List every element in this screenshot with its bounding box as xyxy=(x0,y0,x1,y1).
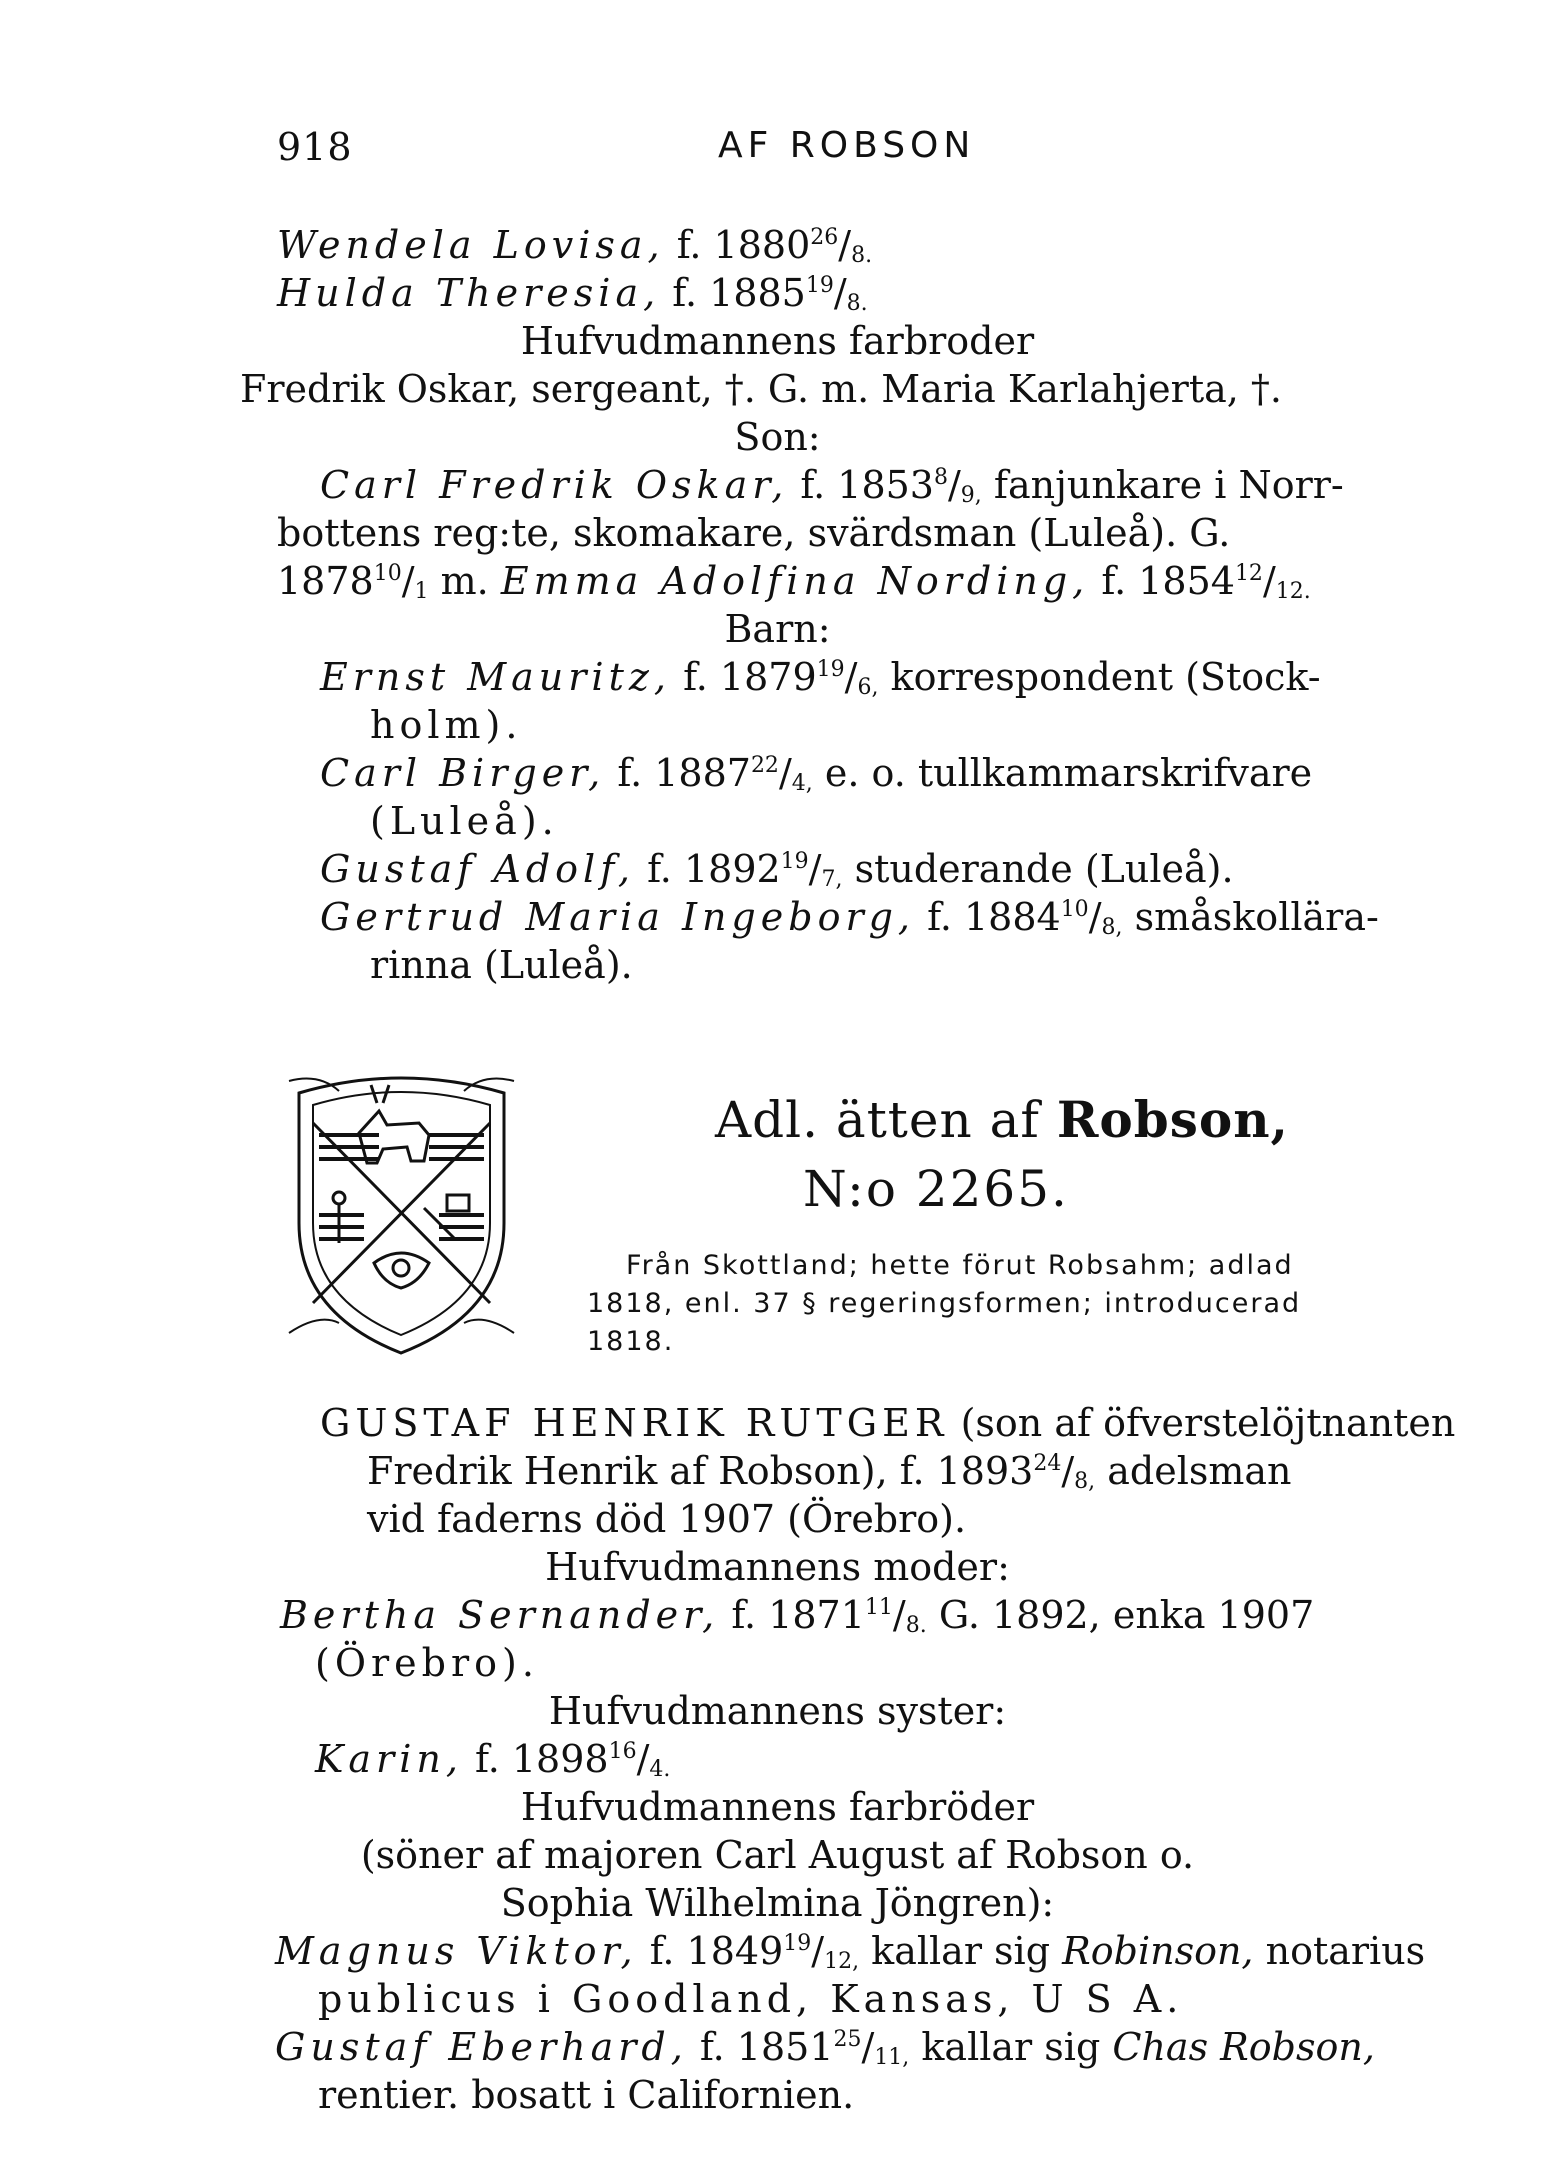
heading-farbroder: Hufvudmannens farbroder xyxy=(520,319,1035,363)
family-note-line2: 1818, enl. 37 § regeringsformen; introducerad xyxy=(587,1288,1302,1319)
entry-gustaf-henrik-line3: vid faderns död 1907 (Örebro). xyxy=(367,1497,967,1541)
heading-barn: Barn: xyxy=(724,607,831,651)
entry-magnus-line2: publicus i Goodland, Kansas, U S A. xyxy=(318,1977,1184,2021)
entry-magnus-line1: Magnus Viktor, f. $1849^{19}/_{12,}$ kallar sig Robinson, notarius xyxy=(275,1929,1426,1974)
family-note-line1: Från Skottland; hette förut Robsahm; adlad xyxy=(626,1250,1294,1281)
entry-gustaf-adolf: Gustaf Adolf, f. $1892^{19}/_{7,}$ studerande (Luleå). xyxy=(320,847,1234,892)
entry-birger-line2: (Luleå). xyxy=(370,799,559,843)
entry-gustaf-henrik-line2: Fredrik Henrik af Robson), f. $1893^{24}/_{8,}$ adelsman xyxy=(367,1449,1292,1494)
entry-gustaf-henrik-line1: GUSTAF HENRIK RUTGER (son af öfverstelöjtnanten xyxy=(320,1401,1456,1445)
entry-ernst-line2: holm). xyxy=(370,703,523,747)
entry-ernst-line1: Ernst Mauritz, f. $1879^{19}/_{6,}$ korrespondent (Stock- xyxy=(320,655,1321,700)
entry-birger-line1: Carl Birger, f. $1887^{22}/_{4,}$ e. o. tullkammarskrifvare xyxy=(320,751,1313,796)
entry-gertrud-line1: Gertrud Maria Ingeborg, f. $1884^{10}/_{8,}$ småskollära- xyxy=(320,895,1379,940)
entry-bertha-line2: (Örebro). xyxy=(315,1641,539,1685)
entry-eberhard-line1: Gustaf Eberhard, f. $1851^{25}/_{11,}$ kallar sig Chas Robson, xyxy=(275,2025,1375,2070)
entry-hulda: Hulda Theresia, f. $1885^{19}/_{8.}$ xyxy=(277,271,868,316)
entry-wendela: Wendela Lovisa, f. $1880^{26}/_{8.}$ xyxy=(277,223,873,268)
page-number: 918 xyxy=(277,125,353,169)
family-note-line3: 1818. xyxy=(587,1326,675,1357)
entry-carl-line2: bottens reg:te, skomakare, svärdsman (Luleå). G. xyxy=(277,511,1231,555)
family-title: Adl. ätten af Robson, xyxy=(715,1090,1289,1149)
entry-carl-line1: Carl Fredrik Oskar, f. $1853^8/_{9,}$ fanjunkare i Norr- xyxy=(320,463,1344,508)
heading-son: Son: xyxy=(734,415,821,459)
running-title: AF ROBSON xyxy=(718,125,976,166)
family-number: N:o 2265. xyxy=(803,1160,1069,1218)
entry-karin: Karin, f. $1898^{16}/_{4.}$ xyxy=(315,1737,671,1782)
heading-farbroder-2: Hufvudmannens farbröder xyxy=(520,1785,1035,1829)
entry-gertrud-line2: rinna (Luleå). xyxy=(370,943,633,987)
entry-eberhard-line2: rentier. bosatt i Californien. xyxy=(318,2073,855,2117)
heading-moder: Hufvudmannens moder: xyxy=(545,1545,1010,1589)
heading-syster: Hufvudmannens syster: xyxy=(548,1689,1007,1733)
soner-line1: (söner af majoren Carl August af Robson o. xyxy=(360,1833,1195,1877)
entry-fredrik: Fredrik Oskar, sergeant, †. G. m. Maria Karlahjerta, †. xyxy=(240,367,1282,411)
coat-of-arms xyxy=(279,1063,524,1358)
soner-line2: Sophia Wilhelmina Jöngren): xyxy=(500,1881,1055,1925)
entry-bertha-line1: Bertha Sernander, f. $1871^{11}/_{8.}$ G. 1892, enka 1907 xyxy=(280,1593,1315,1638)
entry-carl-line3: $1878^{10}/_1$ m. Emma Adolfina Nording, f. $1854^{12}/_{12.}$ xyxy=(277,559,1311,604)
